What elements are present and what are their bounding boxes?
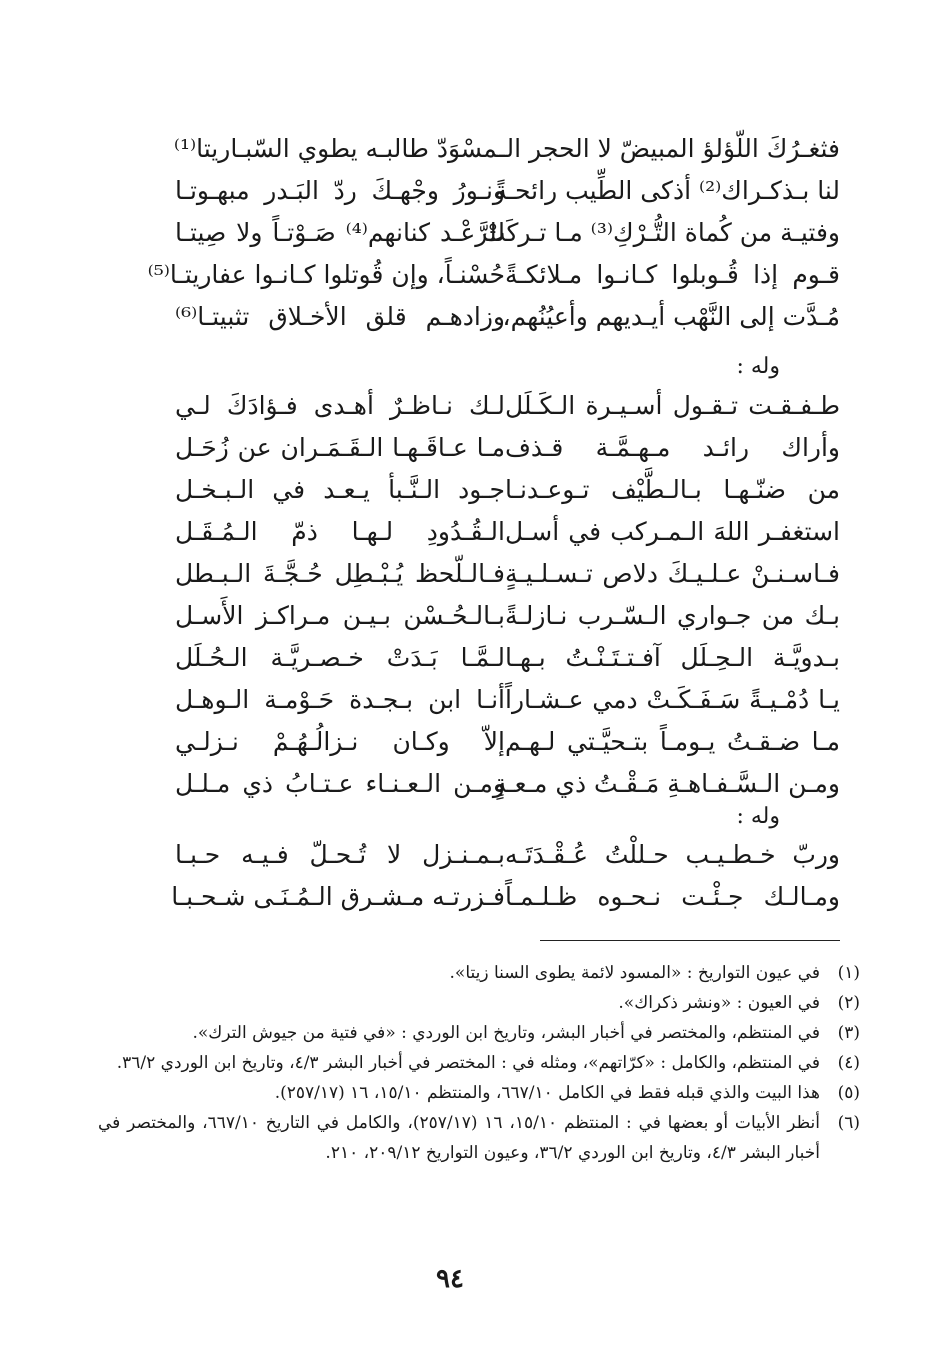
second-hemistich: ونـورُ وجْهـكَ ردّ البَـدر مبهـوتـا: [175, 176, 505, 205]
second-hemistich: لـك نـاظـرٌ أهـدى فـؤادَكَ لـي: [175, 391, 505, 420]
couplet: [80, 170, 840, 212]
footnote-text: أنظر الأبيات أو بعضها في : المنتظم ١٥/١٠، ١٦ (٢٥٧/١٧)، والكامل في التاريخ ٦٦٧/١٠، والمختصر في أخبار البشر ٤/٣، وتاريخ ابن الوردي ٣٦/٢، وعيون التواريخ ٢٠٩/١٢، ٢١٠.: [98, 1113, 820, 1163]
footnote-number: (٥): [837, 1083, 860, 1103]
footnote-text: في المنتظم، والمختصر في أخبار البشر، وتاريخ ابن الوردي : «في فتية من جيوش الترك».: [192, 1023, 820, 1043]
first-hemistich: ومـالـك جـئْـت نـحـوه ظـلـمـاً: [505, 882, 840, 911]
couplet: [80, 296, 840, 338]
couplet: [80, 254, 840, 296]
second-hemistich: مـا عـاقَـهـا الـقَـمَـران عن زُحَـل: [175, 433, 505, 462]
first-hemistich: يـا دُمْـيـةً سَـفَـكَـتْ دمي عـشـاراً: [505, 685, 840, 714]
second-hemistich: الـقُـدُودِ لـهـا ذمّ الـمُـقَـل: [175, 517, 505, 546]
first-hemistich: فثغـرُكَ اللّؤلؤ المبيضّ لا الحجر الـ: [499, 134, 840, 163]
couplet: [80, 834, 840, 876]
second-hemistich: أنـا ابن بـجـدة حَـوْمـة الـوهـل: [175, 685, 505, 714]
poem-stanza-2: [80, 385, 840, 805]
footnote-text: في المنتظم، والكامل : «كرّاتهم»، ومثله في : المختصر في أخبار البشر ٤/٣، وتاريخ ابن الوردي ٣٦/٢.: [116, 1053, 820, 1073]
footnote: [98, 1048, 860, 1078]
poem-stanza-1: [80, 128, 840, 338]
footnote: [98, 1108, 860, 1168]
section-label: وله :: [736, 804, 780, 829]
second-hemistich: إلاّ وكـان نـزالُـهُـمْ نـزلـي: [175, 727, 505, 756]
first-hemistich: مُـدَّت إلى النَّهْب أيـديهم وأعيُنُهم،: [502, 302, 840, 331]
couplet: [80, 637, 840, 679]
first-hemistich: مـا ضـقـتُ يـومـاً بتـحيَّـتي لـهـم: [505, 727, 840, 756]
footnote: [98, 988, 860, 1018]
couplet: [80, 511, 840, 553]
first-hemistich: استغفـر اللهَ الـمـركب في أسـل: [505, 517, 840, 546]
second-hemistich: بـالـحُـسْن بـيـن مـراكـز الأَسـل: [175, 601, 505, 630]
footnote-text: هذا البيت والذي قبله فقط في الكامل ٦٦٧/١٠، والمنتظم ١٥/١٠، ١٦ (٢٥٧/١٧).: [274, 1083, 820, 1103]
footnote: [98, 958, 860, 988]
section-label: وله :: [736, 354, 780, 379]
couplet: [80, 128, 840, 170]
couplet: [80, 212, 840, 254]
footnote-number: (٤): [837, 1053, 860, 1073]
first-hemistich: ومـن الـسَّـفـاهـةِ مَـقْـتُ ذي مـعـةٍ: [493, 769, 840, 798]
couplet: [80, 469, 840, 511]
couplet: [80, 721, 840, 763]
first-hemistich: وأراك رائـد مـهـمَّـة قـذف: [505, 433, 840, 462]
footnotes: [98, 958, 860, 1168]
second-hemistich: وزادهـم قلق الأخـلاق تثبيتـا⁽⁶⁾: [175, 302, 505, 331]
poem-stanza-3: [80, 834, 840, 918]
second-hemistich: حُسْنـاً، وإن قُوتلوا كـانـوا عفاريتـا⁽⁵⁾: [147, 260, 505, 289]
footnote-number: (٢): [837, 993, 860, 1013]
couplet: [80, 553, 840, 595]
first-hemistich: وفتيـة من كُماة التُّـرْكِ⁽³⁾ مـا تـركَتْ: [481, 218, 840, 247]
couplet: [80, 595, 840, 637]
first-hemistich: وربّ خـطـيـب حـللْتُ عُـقْـدَتَـه: [505, 840, 840, 869]
footnote: [98, 1078, 860, 1108]
first-hemistich: قـوم إذا قُـوبلوا كـانـوا مـلائكـةً: [505, 260, 840, 289]
first-hemistich: من ضنّـهـا بـالـطَّيْف تـوعـدنـا: [505, 475, 840, 504]
footnote: [98, 1018, 860, 1048]
footnote-number: (٦): [837, 1113, 860, 1133]
second-hemistich: بـمـنـزل لا تُـحـلّ فـيـه حـبـا: [175, 840, 505, 869]
footnote-text: في عيون التواريخ : «المسود لائمة يطوى السنا زيتا».: [449, 963, 820, 983]
first-hemistich: طـفـقـت تـقـول أسـيـرة الـكَـلَل: [505, 391, 840, 420]
couplet: [80, 427, 840, 469]
footnote-number: (٣): [837, 1023, 860, 1043]
second-hemistich: للرَّعْـد كنانهم⁽⁴⁾ صَـوْتـاً ولا صِيتـا: [175, 218, 505, 247]
second-hemistich: لـمَّـا بَـدَتْ خـصـريَّـة الـحُـلَل: [175, 643, 505, 672]
second-hemistich: ـمسْوَدّ طالبـه يطوي السّبـاريتا⁽¹⁾: [173, 134, 505, 163]
page-number: ٩٤: [436, 1264, 464, 1294]
first-hemistich: بـك من جـواري الـسّـرب نـازلـةً: [505, 601, 840, 630]
footnote-number: (١): [837, 963, 860, 983]
couplet: [80, 876, 840, 918]
second-hemistich: ومـن الـعـنـاء عـتـابُ ذي مـلـل: [175, 769, 505, 798]
first-hemistich: فـاسـنـنْ عـلـيـكَ دلاص تـسـلـيـةٍ: [505, 559, 840, 588]
second-hemistich: فـالـلّحظ يُـبْـطِل حُـجَّـةَ الـبـطل: [175, 559, 505, 588]
first-hemistich: بـدويَّـة الـحِـلَل آفـتـتَـنْـتُ بـهـا: [505, 643, 840, 672]
second-hemistich: جـود الـنَّـبأ يـعـد في الـبـخـل: [175, 475, 505, 504]
first-hemistich: لنا بـذكـراك⁽²⁾ أذكى الطِّيب رائحـةً: [494, 176, 840, 205]
footnote-separator: [540, 940, 840, 941]
couplet: [80, 763, 840, 805]
second-hemistich: فـزرتـه مـشـرق الـمُـنَـى شـحـبـا: [171, 882, 505, 911]
couplet: [80, 679, 840, 721]
footnote-text: في العيون : «ونشر ذكراك».: [618, 993, 820, 1013]
couplet: [80, 385, 840, 427]
